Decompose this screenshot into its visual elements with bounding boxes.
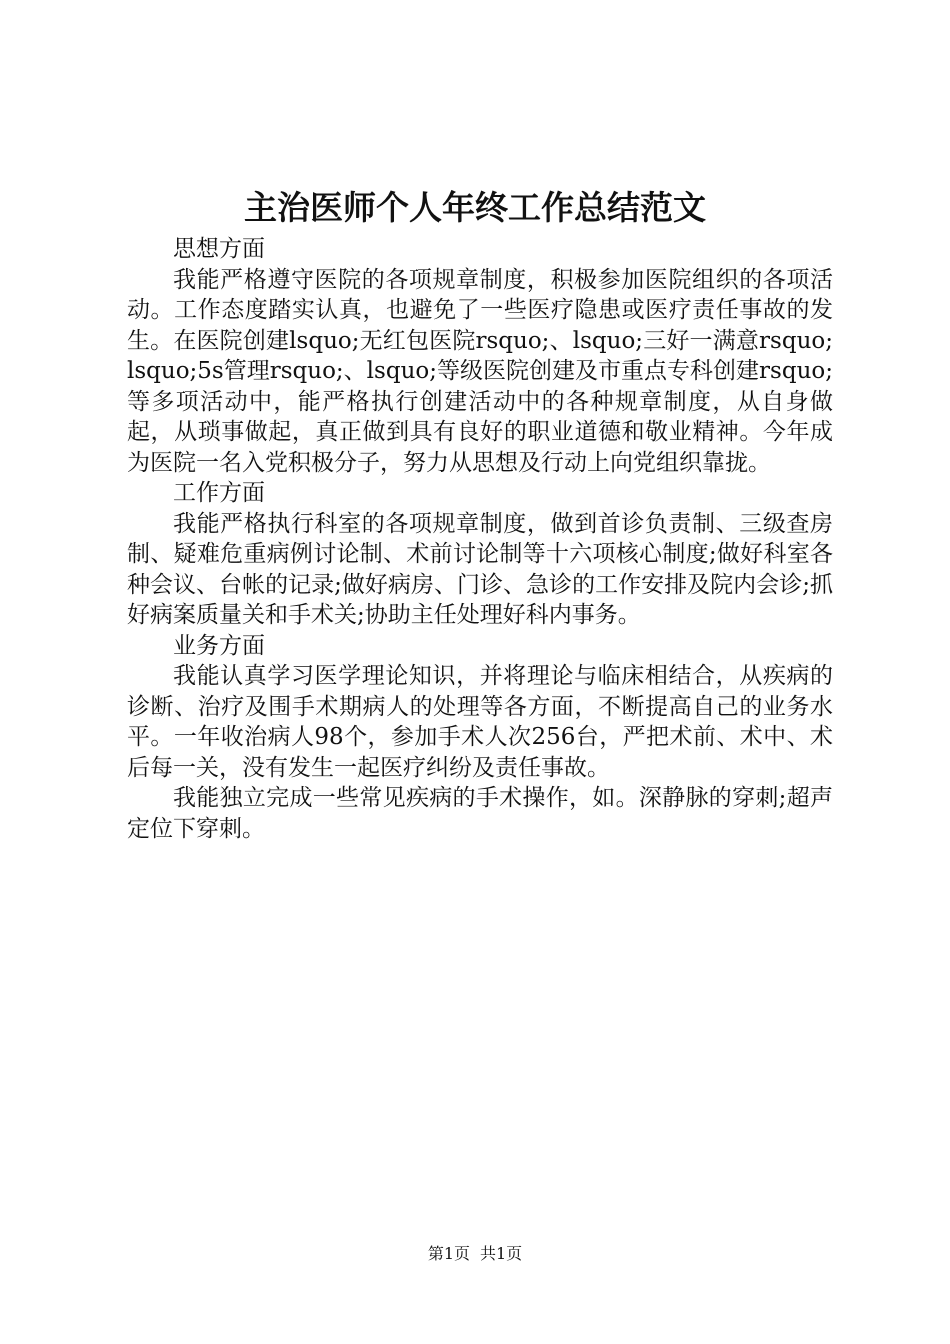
paragraph-work: 我能严格执行科室的各项规章制度，做到首诊负责制、三级查房制、疑难危重病例讨论制、术前讨论制等十六项核心制度;做好科室各种会议、台帐的记录;做好病房、门诊、急诊的工作安排及院内会诊;抓好病案质量关和手术关;协助主任处理好科内事务。 [127, 510, 833, 628]
page-total: 共1页 [480, 1244, 523, 1263]
section-heading-thought: 思想方面 [173, 236, 265, 262]
page-footer [0, 1243, 950, 1265]
section-heading-work: 工作方面 [173, 480, 265, 506]
paragraph-business-2: 我能独立完成一些常见疾病的手术操作，如。深静脉的穿刺;超声定位下穿刺。 [127, 785, 833, 842]
paragraph-thought: 我能严格遵守医院的各项规章制度，积极参加医院组织的各项活动。工作态度踏实认真，也避免了一些医疗隐患或医疗责任事故的发生。在医院创建lsquo;无红包医院rsquo;、lsquo;三好一满意rsquo;lsquo;5s管理rsquo;、lsquo;等级医院创建及市重点专科创建rsquo;等多项活动中，能严格执行创建活动中的各种规章制度，从自身做起，从琐事做起，真正做到具有良好的职业道德和敬业精神。今年成为医院一名入党积极分子，努力从思想及行动上向党组织靠拢。 [127, 266, 833, 476]
document-title: 主治医师个人年终工作总结范文 [244, 188, 706, 227]
paragraph-business-1: 我能认真学习医学理论知识，并将理论与临床相结合，从疾病的诊断、治疗及围手术期病人的处理等各方面，不断提高自己的业务水平。一年收治病人98个，参加手术人次256台，严把术前、术中、术后每一关，没有发生一起医疗纠纷及责任事故。 [127, 663, 833, 781]
document-body [127, 234, 833, 844]
section-heading-business: 业务方面 [173, 632, 265, 659]
page-number: 第1页 [427, 1244, 470, 1263]
